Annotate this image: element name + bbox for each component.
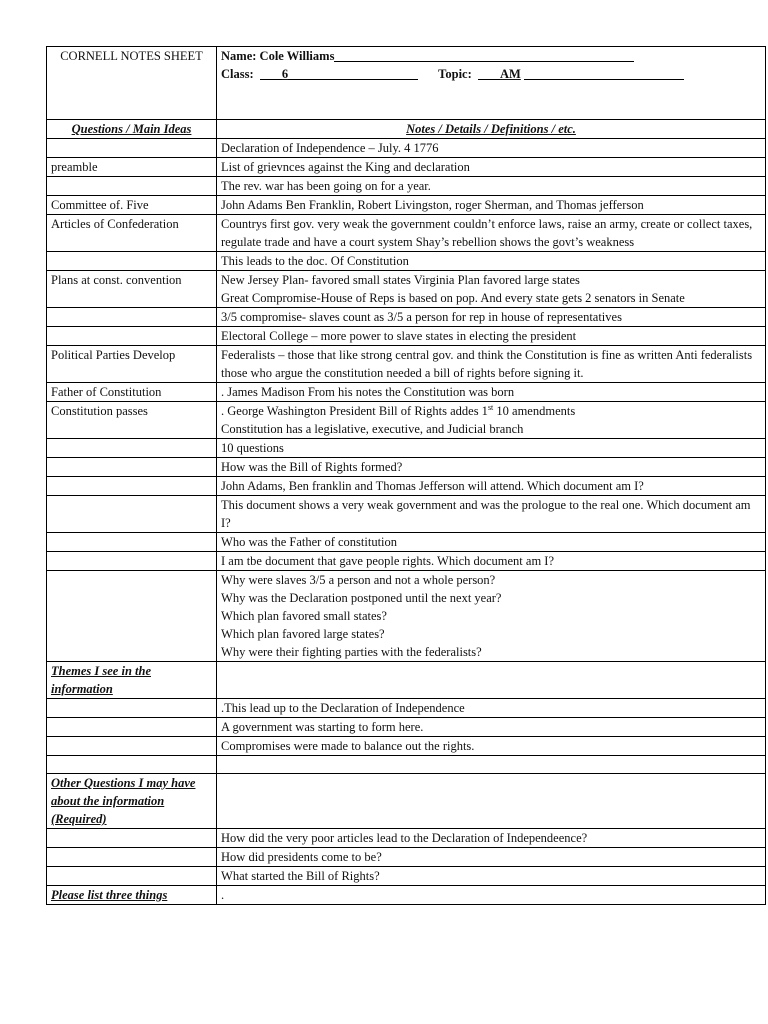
note-row (47, 552, 766, 571)
notes-cell: John Adams, Ben franklin and Thomas Jefferson will attend. Which document am I? (217, 477, 766, 496)
other-questions-heading-row (47, 774, 766, 829)
class-topic-line (221, 65, 761, 83)
notes-cell: How did the very poor articles lead to the Declaration of Independeence? (217, 829, 766, 848)
notes-cell: What started the Bill of Rights? (217, 867, 766, 886)
notes-cell: List of grievnces against the King and declaration (217, 158, 766, 177)
topic-underline (524, 65, 684, 80)
notes-cell: This leads to the doc. Of Constitution (217, 252, 766, 271)
cornell-notes-table (46, 46, 766, 905)
header-row (47, 47, 766, 120)
name-value: Cole Williams (259, 49, 335, 63)
three-things-value: . (217, 886, 766, 905)
note-row (47, 215, 766, 252)
question-cell (47, 829, 217, 848)
topic-value: AM (500, 67, 521, 81)
note-row (47, 756, 766, 774)
constitution-notes-line2: Constitution has a legislative, executive, and Judicial branch (221, 422, 524, 436)
notes-cell: Countrys first gov. very weak the government couldn’t enforce laws, raise an army, create or collect taxes, regulate trade and have a court system Shay’s rebellion shows the govt’s weakness (217, 215, 766, 252)
question-cell (47, 308, 217, 327)
themes-heading: Themes I see in the information (47, 662, 217, 699)
notes-cell: John Adams Ben Franklin, Robert Livingston, roger Sherman, and Thomas jefferson (217, 196, 766, 215)
note-row (47, 848, 766, 867)
note-row (47, 867, 766, 886)
themes-heading-row (47, 662, 766, 699)
notes-cell: Declaration of Independence – July. 4 1776 (217, 139, 766, 158)
question-cell: Committee of. Five (47, 196, 217, 215)
notes-rows-1 (47, 139, 766, 402)
question-cell (47, 496, 217, 533)
question-cell: Plans at const. convention (47, 271, 217, 308)
question-cell (47, 327, 217, 346)
notes-cell: How did presidents come to be? (217, 848, 766, 867)
notes-cell: The rev. war has been going on for a year. (217, 177, 766, 196)
note-row (47, 346, 766, 383)
notes-cell: Federalists – those that like strong central gov. and think the Constitution is fine as written Anti federalists those who argue the constitution needed a bill of rights before signing it. (217, 346, 766, 383)
notes-rows-2 (47, 439, 766, 662)
questions-column-header: Questions / Main Ideas (47, 120, 217, 139)
question-cell: Father of Constitution (47, 383, 217, 402)
question-cell: preamble (47, 158, 217, 177)
note-row (47, 139, 766, 158)
class-label: Class: (221, 67, 254, 81)
note-row (47, 699, 766, 718)
class-underline (288, 65, 418, 80)
note-row (47, 158, 766, 177)
topic-underline-pre (478, 65, 500, 80)
notes-cell: Compromises were made to balance out the rights. (217, 737, 766, 756)
name-underline (334, 47, 634, 62)
question-cell (47, 252, 217, 271)
constitution-notes (217, 402, 766, 439)
note-row (47, 496, 766, 533)
question-cell (47, 718, 217, 737)
note-row (47, 252, 766, 271)
themes-heading-notes (217, 662, 766, 699)
note-row (47, 571, 766, 662)
notes-cell: How was the Bill of Rights formed? (217, 458, 766, 477)
note-row (47, 271, 766, 308)
note-row (47, 439, 766, 458)
note-row (47, 718, 766, 737)
question-cell (47, 439, 217, 458)
class-value: 6 (281, 67, 289, 81)
note-row (47, 458, 766, 477)
question-cell (47, 737, 217, 756)
note-row (47, 829, 766, 848)
note-row (47, 477, 766, 496)
constitution-row (47, 402, 766, 439)
column-header-row (47, 120, 766, 139)
student-info (217, 47, 766, 120)
question-cell (47, 756, 217, 774)
notes-cell: .This lead up to the Declaration of Independence (217, 699, 766, 718)
question-cell (47, 477, 217, 496)
constitution-notes-text-after: 10 amendments (493, 404, 576, 418)
sheet-title: CORNELL NOTES SHEET (47, 47, 217, 120)
note-row (47, 196, 766, 215)
question-cell: Articles of Confederation (47, 215, 217, 252)
notes-cell: A government was starting to form here. (217, 718, 766, 737)
note-row (47, 533, 766, 552)
constitution-notes-sup: st (487, 402, 494, 412)
notes-cell: Electoral College – more power to slave states in electing the president (217, 327, 766, 346)
question-cell (47, 571, 217, 662)
themes-rows (47, 699, 766, 774)
notes-cell: New Jersey Plan- favored small states Virginia Plan favored large states Great Compromise-House of Reps is based on pop. And every state gets 2 senators in Senate (217, 271, 766, 308)
notes-column-header: Notes / Details / Definitions / etc. (217, 120, 766, 139)
name-line (221, 47, 761, 65)
question-cell (47, 139, 217, 158)
question-cell (47, 699, 217, 718)
class-underline-pre (260, 65, 282, 80)
note-row (47, 177, 766, 196)
question-cell (47, 848, 217, 867)
topic-label: Topic: (438, 67, 472, 81)
question-cell (47, 867, 217, 886)
note-row (47, 327, 766, 346)
question-cell (47, 533, 217, 552)
other-questions-heading-notes (217, 774, 766, 829)
name-label: Name: (221, 49, 257, 63)
question-cell: Political Parties Develop (47, 346, 217, 383)
notes-cell: This document shows a very weak government and was the prologue to the real one. Which document am I? (217, 496, 766, 533)
question-cell (47, 177, 217, 196)
question-cell (47, 458, 217, 477)
question-cell (47, 552, 217, 571)
notes-cell: Who was the Father of constitution (217, 533, 766, 552)
notes-cell (217, 756, 766, 774)
three-things-heading: Please list three things (47, 886, 217, 905)
note-row (47, 308, 766, 327)
constitution-question: Constitution passes (47, 402, 217, 439)
notes-cell: 3/5 compromise- slaves count as 3/5 a person for rep in house of representatives (217, 308, 766, 327)
notes-cell: I am tbe document that gave people rights. Which document am I? (217, 552, 766, 571)
constitution-notes-text: . George Washington President Bill of Rights addes 1 (221, 404, 488, 418)
other-questions-rows (47, 829, 766, 886)
notes-cell: . James Madison From his notes the Constitution was born (217, 383, 766, 402)
three-things-row (47, 886, 766, 905)
note-row (47, 383, 766, 402)
note-row (47, 737, 766, 756)
notes-cell: Why were slaves 3/5 a person and not a whole person? Why was the Declaration postponed until the next year? Which plan favored small states? Which plan favored large states? Why were their fighting parties with the federalists? (217, 571, 766, 662)
other-questions-heading: Other Questions I may have about the information (Required) (47, 774, 217, 829)
notes-cell: 10 questions (217, 439, 766, 458)
